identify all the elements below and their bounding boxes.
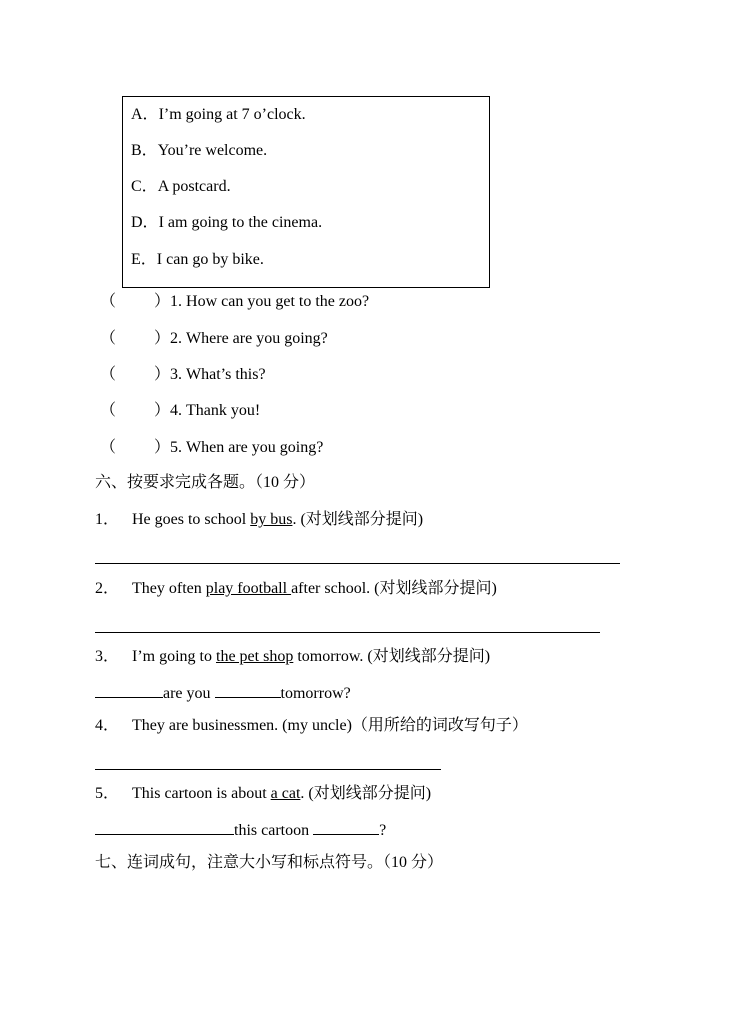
question-2: 2． They often play football after school. (对划线部分提问) [95,580,497,597]
fill-blank[interactable] [95,819,234,835]
matching-item-5: （ ）5. When are you going? [100,439,324,456]
fill-blank[interactable] [95,682,163,698]
question-3: 3． I’m going to the pet shop tomorrow. (对划线部分提问) [95,648,491,665]
option-e: E．I can go by bike. [131,251,264,268]
answer-line-4[interactable] [95,769,441,770]
answer-line-5: this cartoon ? [95,819,386,841]
answer-line-3: are you tomorrow? [95,682,351,704]
section-7-heading: 七、连词成句，注意大小写和标点符号。（10 分） [95,854,444,871]
question-1: 1． He goes to school by bus. (对划线部分提问) [95,511,424,528]
question-5: 5． This cartoon is about a cat. (对划线部分提问) [95,785,432,802]
answer-line-2[interactable] [95,632,600,633]
option-b: B．You’re welcome. [131,142,268,159]
matching-item-1: （ ）1. How can you get to the zoo? [100,293,370,310]
matching-item-2: （ ）2. Where are you going? [100,330,328,347]
section-6-heading: 六、按要求完成各题。（10 分） [95,474,316,491]
answer-bracket-open: （ [100,293,117,310]
option-a: A．I’m going at 7 o’clock. [131,106,306,123]
fill-blank[interactable] [215,682,281,698]
question-4: 4． They are businessmen. (my uncle)（用所给的词改写句子） [95,717,528,734]
answer-line-1[interactable] [95,563,620,564]
matching-item-4: （ ）4. Thank you! [100,402,261,419]
fill-blank[interactable] [313,819,379,835]
matching-item-3: （ ）3. What’s this? [100,366,266,383]
option-c: C．A postcard. [131,178,231,195]
option-d: D．I am going to the cinema. [131,214,323,231]
